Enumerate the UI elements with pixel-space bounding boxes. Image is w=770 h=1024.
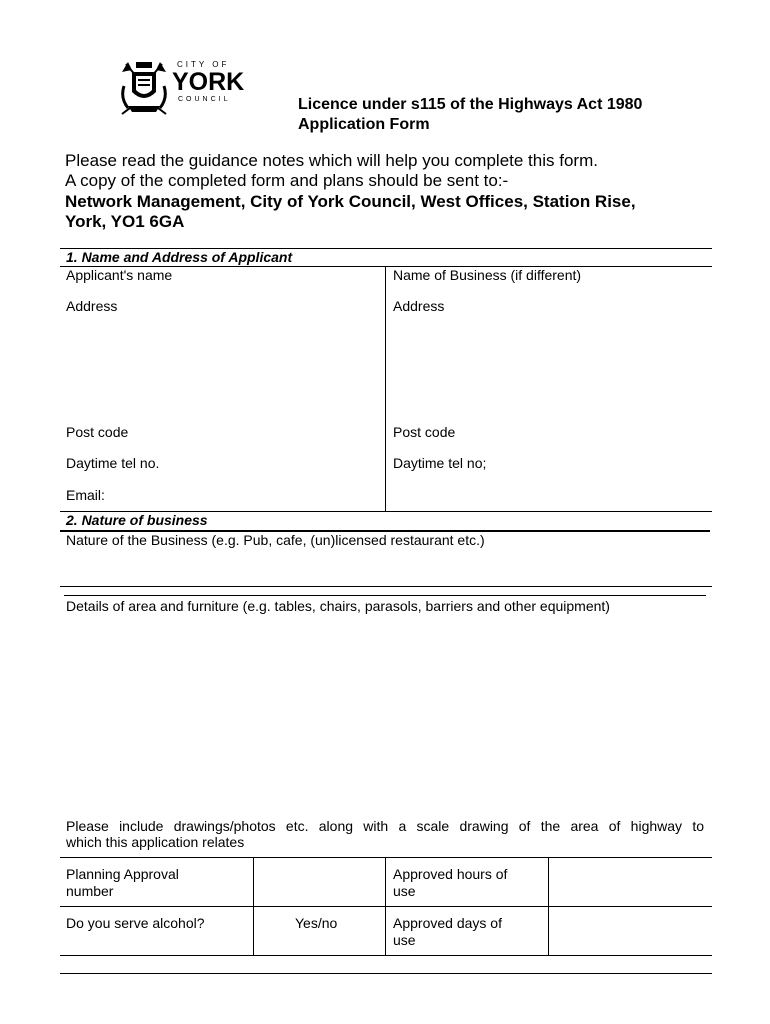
intro-line2: A copy of the completed form and plans should be sent to:- [65,171,509,190]
table-bottom-rule [60,955,712,956]
form-title-line1: Licence under s115 of the Highways Act 1980 [298,96,643,113]
approved-hours-label-2: use [393,883,416,899]
business-name-field[interactable]: Name of Business (if different) [393,267,582,283]
details-top-rule [64,595,706,596]
logo-york: YORK [172,68,245,96]
form-title-line2: Application Form [298,116,430,133]
table-col-divider-2 [385,857,386,955]
area-furniture-details-field[interactable]: Details of area and furniture (e.g. tables, chairs, parasols, barriers and other equipment) [66,598,610,614]
alcohol-yes-no-field[interactable]: Yes/no [295,915,338,931]
business-postcode-field[interactable]: Post code [393,424,456,440]
intro-line1: Please read the guidance notes which will help you complete this form. [65,151,598,170]
planning-approval-label-2: number [66,883,114,899]
approved-hours-input[interactable] [549,858,711,905]
section1-divider [385,266,386,512]
page-bottom-rule [60,973,712,974]
approved-days-label-2: use [393,932,416,948]
address-line2: York, YO1 6GA [65,212,185,231]
business-tel-field[interactable]: Daytime tel no; [393,455,487,471]
council-logo [118,58,258,116]
approved-hours-label-1: Approved hours of [393,866,508,882]
logo-city-of: CITY OF [177,60,230,69]
approved-days-label-1: Approved days of [393,915,502,931]
approved-days-input[interactable] [549,907,711,954]
applicant-postcode-field[interactable]: Post code [66,424,129,440]
email-field[interactable]: Email: [66,487,105,503]
section2-heading: 2. Nature of business [66,512,208,528]
nature-bottom-rule [60,586,712,587]
alcohol-label: Do you serve alcohol? [66,915,205,931]
planning-approval-label-1: Planning Approval [66,866,179,882]
drawings-note-line1: Please include drawings/photos etc. along with a scale drawing of the area of highway to [66,818,704,834]
drawings-note-line2: which this application relates [66,834,245,850]
applicant-address-field[interactable]: Address [66,298,118,314]
planning-approval-input[interactable] [254,858,384,905]
logo-council: COUNCIL [178,96,231,103]
address-line1: Network Management, City of York Council, West Offices, Station Rise, [65,192,636,211]
nature-of-business-field[interactable]: Nature of the Business (e.g. Pub, cafe, (un)licensed restaurant etc.) [66,532,485,548]
business-address-field[interactable]: Address [393,298,445,314]
applicant-tel-field[interactable]: Daytime tel no. [66,455,160,471]
applicant-name-field[interactable]: Applicant's name [66,267,173,283]
coat-of-arms-icon [118,58,170,116]
section1-heading: 1. Name and Address of Applicant [66,249,293,265]
